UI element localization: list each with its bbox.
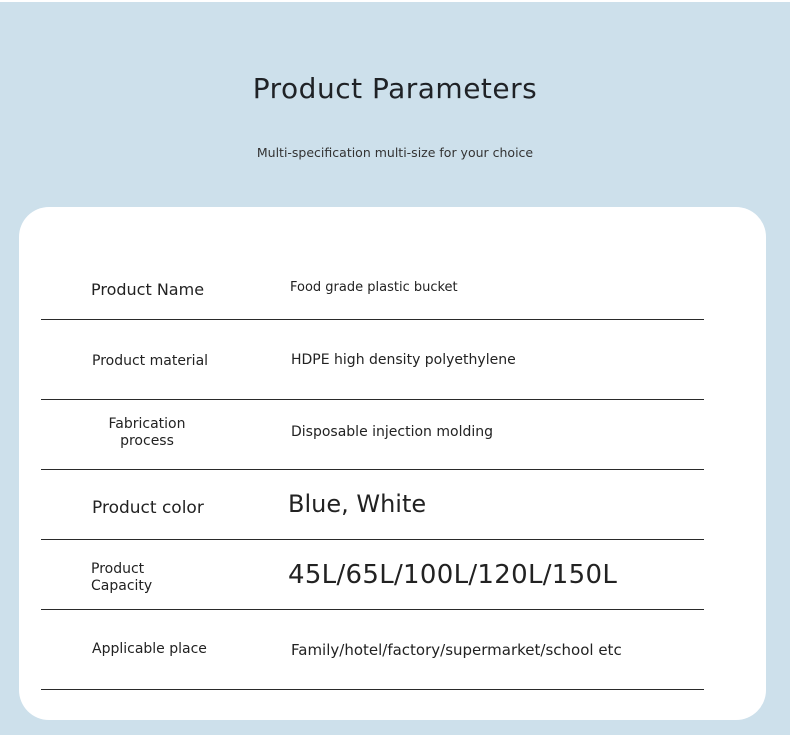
param-label: Product color [92,498,204,518]
param-label: Product Capacity [91,561,153,594]
param-value: Family/hotel/factory/supermarket/school etc [291,641,622,659]
page-subtitle: Multi-specification multi-size for your choice [256,145,534,160]
param-row-product-capacity [41,540,704,610]
param-value: Blue, White [288,490,427,518]
param-row-applicable-place [41,610,704,690]
param-value: 45L/65L/100L/120L/150L [288,560,618,590]
param-label: Product material [92,353,209,369]
param-value: Food grade plastic bucket [290,280,458,295]
param-label: Fabrication process [108,416,186,449]
param-row-product-material [41,320,704,400]
top-border [0,0,790,2]
param-row-fabrication-process [41,400,704,470]
param-row-product-name [41,250,704,320]
param-label: Product Name [91,280,205,299]
param-row-product-color [41,470,704,540]
param-value: Disposable injection molding [291,424,493,440]
param-value: HDPE high density polyethylene [291,352,516,368]
param-label: Applicable place [92,641,207,657]
page-title: Product Parameters [252,72,538,105]
